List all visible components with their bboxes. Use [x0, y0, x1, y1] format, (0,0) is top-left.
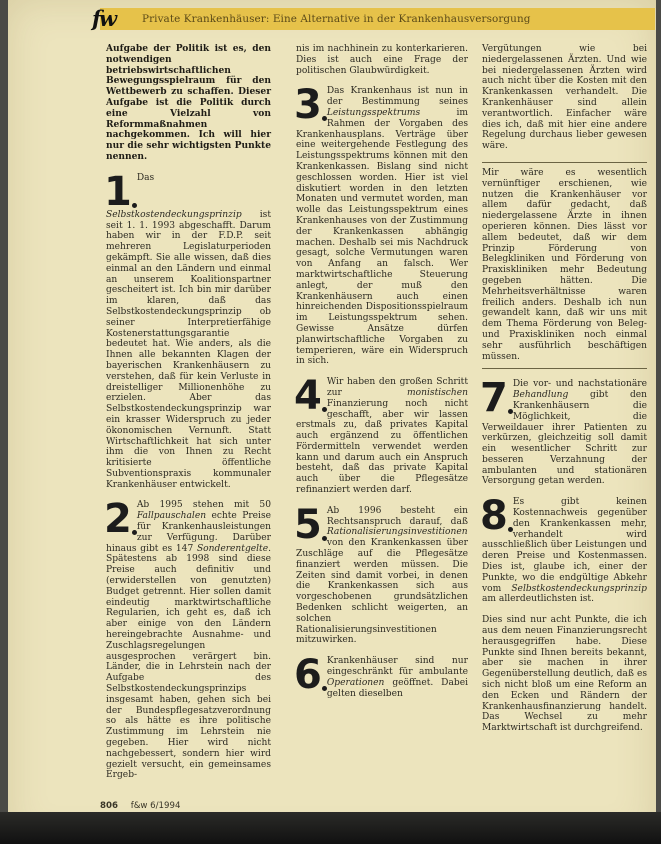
article-running-title: Private Krankenhäuser: Eine Alternative in der Krankenhausversorgung	[142, 13, 531, 25]
point-keyword: Behandlung	[512, 390, 569, 401]
point-text: ist seit 1. 1. 1993 abgeschafft. Darum haben wir in der F.D.P. seit mehreren Legislaturperioden gekämpft. Sie alle wissen, daß dies einmal an den Ländern und einmal an unserem Koalitionspartner gescheitert ist. Ich bin mir darüber im klaren, daß das Selbstkostendeckungsprinzip ob seiner Interpretierfähige Kostenerstattungsgarantie bedeutet hat. Wie anders, als die Ihnen alle bekannten Klagen der bayerischen Krankenhäusern zu verstehen, daß für kein Verluste in dreistelliger Millionenhöhe zu erzielen. Aber das Selbstkostendeckungsprinzip war ein krasser Widerspruch zu jeder ökonomischen Vernunft. Statt Wirtschaftlichkeit hat sich unter ihm die von Ihnen zu Recht kritisierte öffentliche Subventionspraxis kommunaler Krankenhäuser entwickelt.	[106, 209, 271, 490]
text-column-2	[296, 44, 468, 709]
point-number: 5	[294, 507, 322, 543]
point-5	[294, 501, 468, 646]
point-keyword: Selbstkostendeckungsprinzip	[511, 583, 647, 594]
continuation-paragraph: Vergütungen wie bei niedergelassenen Ärzten. Und wie bei niedergelassenen Ärzten wird auch nicht über die Kosten mit den Krankenkassen verhandelt. Die Krankenhäuser sind allein verantwortlich. Einfacher wäre dies ich, daß mit hier eine andere Regelung durchaus lieber gewesen wäre.	[482, 44, 647, 152]
point-keyword: Operationen	[326, 677, 385, 688]
point-8	[480, 493, 647, 605]
point-text: Ab 1995 stehen mit 50	[136, 500, 271, 511]
point-number: 7	[480, 380, 508, 416]
issue-reference: f&w 6/1994	[130, 801, 181, 811]
magazine-logo: fw	[92, 6, 116, 31]
point-text: Die vor- und nachstationäre	[512, 379, 647, 390]
point-keyword: monistischen	[407, 387, 468, 398]
point-text: Krankenhäuser sind nur eingeschränkt für ambulante	[326, 656, 468, 678]
point-text: . Spätestens ab 1998 sind diese Preise auch definitiv und (erwiderstellen von genutzten) Budget getrennt. Hier sollen damit eindeutig marktwirtschaftliche Regularien, ich geht es, daß ich aber einige von den Ländern hereingebrachte Ausnahme- und Zuschlagsregelungen ausgesprochen verärgert bin. Länder, die in Lehrstein nach der Aufgabe des Selbstkostendeckungsprinzips insgesamt haben, gehen sich bei der Bundespflegesatzverordnung so als hätte es ihre politische Zustimmung im Lehrstein nie gegeben. Hier wird nicht nachgebessert, sondern hier wird gezielt versucht, ein gemeinsames Ergeb-	[106, 543, 271, 781]
point-keyword: Leistungsspektrums	[326, 107, 421, 118]
point-number: 4	[294, 378, 322, 414]
text-column-1	[106, 44, 271, 791]
point-number: 3	[294, 87, 322, 123]
point-text: Es gibt keinen Kostennachweis gegenüber den Krankenkassen mehr, verhandelt wird ausschließlich über Leistungen und deren Preise und Kostenmassen. Dies ist, glaube ich, einer der Punkte, wo die endgültige Abkehr vom	[482, 497, 647, 594]
point-number: 2	[104, 501, 132, 537]
point-text: gibt den Krankenhäusern die Möglichkeit, die Verweildauer ihrer Patienten zu verkürzen, gleichzeitig soll damit ein wesentlicher Schritt zur besseren Verzahnung der ambulanten und stationären Versorgung getan werden.	[482, 390, 647, 487]
point-keyword: Rationalisierungsinvestitionen	[326, 527, 468, 538]
point-4	[294, 373, 468, 496]
point-text: geöffnet. Dabei gelten dieselben	[326, 677, 468, 699]
point-text: Das	[136, 172, 155, 183]
point-text: von den Krankenkassen über Zuschläge auf die Pflegesätze finanziert werden müssen. Die Zeiten sind damit vorbei, in denen die Krankenkassen sich aus vorgeschobenen grundsätzlichen Bedenken schlicht weigerten, an solchen Rationalisierungsinvestitionen mitzuwirken.	[296, 538, 468, 646]
continuation-paragraph: nis im nachhinein zu konterkarieren. Dies ist auch eine Frage der politischen Glaubwürdigkeit.	[296, 44, 468, 76]
point-2	[104, 496, 271, 781]
page-footer	[100, 801, 180, 811]
point-text: echte Preise für Krankenhausleistungen zur Verfügung. Darüber hinaus gibt es 147	[106, 511, 271, 554]
point-text: am allerdeutlichsten ist.	[482, 594, 594, 605]
point-keyword: Fallpauschalen	[136, 511, 207, 522]
point-6	[294, 652, 468, 699]
point-text: Finanzierung noch nicht geschafft, aber wir lassen erstmals zu, daß privates Kapital auch ergänzend zu öffentlichen Fördermitteln verwendet werden kann und darum auch ein Anspruch besteht, daß das private Kapital auch über die Pflegesätze refinanziert werden darf.	[296, 398, 468, 496]
boxed-paragraph: Mir wäre es wesentlich vernünftiger erschienen, wie nutzen die Krankenhäuser vor allem dafür gedacht, daß niedergelassene Ärzte in ihnen operieren können. Dies lässt vor allem bedeutet, daß wir dem Prinzip Förderung von Belegkliniken und Förderung von Praxiskliniken mehr Bedeutung gegeben hätten. Die Mehrheitsverhältnisse waren freilich anders. Deshalb ich nun gewandelt kann, daß wir uns mit dem Thema Förderung von Beleg- und Praxiskliniken noch einmal sehr ausführlich beschäftigen müssen.	[482, 162, 647, 369]
point-7	[480, 375, 647, 487]
text-column-3	[482, 44, 647, 744]
point-keyword: Selbstkostendeckungsprinzip	[106, 209, 242, 220]
point-keyword: Sonderentgelte	[196, 543, 269, 554]
point-number: 6	[294, 657, 322, 693]
header-band	[92, 6, 655, 31]
scan-bottom-edge	[0, 812, 661, 844]
closing-paragraph: Dies sind nur acht Punkte, die ich aus dem neuen Finanzierungsrecht herausgegriffen habe. Diese Punkte sind Ihnen bereits bekannt, aber sie machen in ihrer Gegenüberstellung deutlich, daß es sich nicht bloß um eine Reform an den Ecken und Rändern der Krankenhausfinanzierung handelt. Das Wechsel zu mehr Marktwirtschaft ist durchgreifend.	[482, 615, 647, 734]
point-text: Wir haben den großen Schritt zur	[326, 377, 468, 398]
page-number: 806	[100, 801, 118, 811]
point-1	[104, 168, 271, 491]
point-text: im Rahmen der Vorgaben des Krankenhausplans. Verträge über eine weitergehende Festlegung des Leistungsspektrums können mit den Krankenkassen. Bislang sind nicht geschlossen worden. Hier ist viel diskutiert worden in den letzten Monaten und vermutet worden, man wolle das Leistungsspektrum eines Krankenhauses von der Zustimmung der Krankenkassen abhängig machen. Deshalb sei mis Nachdruck gesagt, solche Vermutungen waren von Anfang an falsch. Wer marktwirtschaftliche Steuerung anlegt, der muß den Krankenhäusern auch einen hinreichenden Dispositionsspielraum im Leistungsspektrum sehen. Gewisse Ansätze dürfen planwirtschaftliche Vorgaben zu temperieren, wäre ein Widerspruch in sich.	[296, 107, 468, 367]
point-3	[294, 82, 468, 367]
magazine-page	[8, 0, 656, 844]
point-number: 1	[104, 174, 132, 210]
point-text: Das Krankenhaus ist nun in der Bestimmung seines	[326, 86, 468, 108]
intro-paragraph: Aufgabe der Politik ist es, den notwendigen betriebswirtschaftlichen Bewegungsspielraum für den Wettbewerb zu schaffen. Dieser Aufgabe ist die Politik durch eine Vielzahl von Reformmaßnahmen nachgekommen. Ich will hier nur die sehr wichtigsten Punkte nennen.	[106, 43, 271, 162]
point-text: Ab 1996 besteht ein Rechtsanspruch darauf, daß	[326, 505, 468, 527]
point-number: 8	[480, 498, 508, 534]
